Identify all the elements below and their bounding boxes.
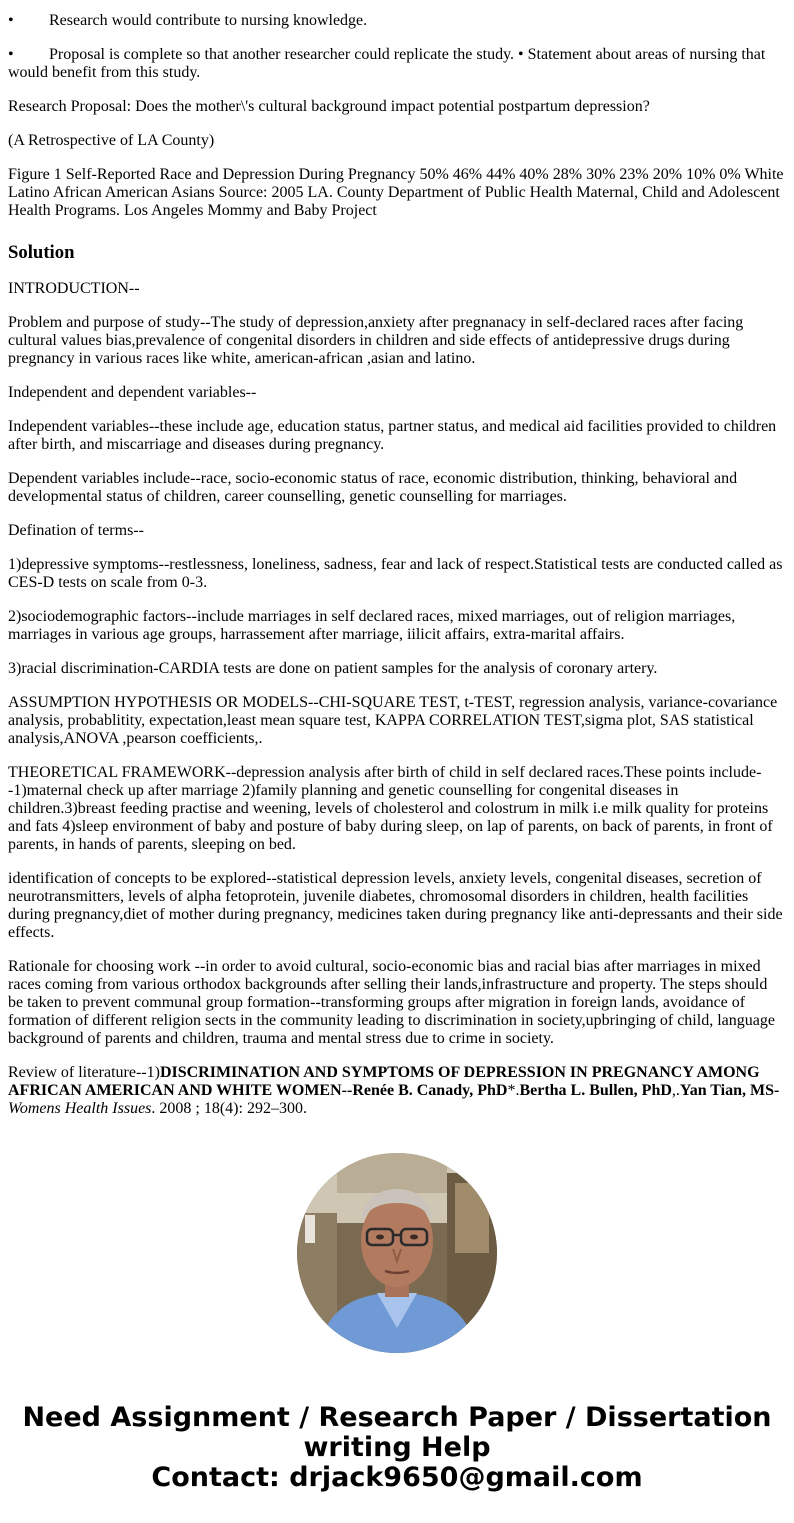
review-journal: Womens Health Issues [8, 1100, 152, 1117]
review-author: Yan Tian, MS- [679, 1082, 780, 1099]
bullet-text: Proposal is complete so that another researcher could replicate the study. • Statement about areas of nursing that would benefit from this study. [8, 46, 766, 81]
bullet-symbol: • [8, 46, 14, 63]
paragraph: THEORETICAL FRAMEWORK--depression analysis after birth of child in self declared races.These points include--1)maternal check up after marriage 2)family planning and genetic counselling for congenital diseases in children.3)breast feeding practise and weening, levels of cholesterol and colostrum in milk i.e milk quality for proteins and fats 4)sleep environment of baby and posture of baby during sleep, on lap of parents, on back of parents, in front of parents, in hands of parents, sleeping on bed. [8, 764, 773, 853]
paragraph: Rationale for choosing work --in order to avoid cultural, socio-economic bias and racial bias after marriages in mixed races coming from various orthodox backgrounds after selling their lands,infrastructure and property. The steps should be taken to prevent communal group formation--transforming groups after migration in foreign lands, avoidance of formation of different religion sects in the community leading to discrimination in society,upbringing of child, language background of parents and children, trauma and mental stress due to crime in society. [8, 958, 775, 1047]
review-prefix: Review of literature--1) [8, 1064, 160, 1081]
paragraph: INTRODUCTION-- [8, 280, 140, 297]
paragraph: Problem and purpose of study--The study of depression,anxiety after pregnanacy in self-declared races after facing cultural values bias,prevalence of congenital disorders in children and side effects of antidepressive drugs during pregnancy in various races like white, american-african ,asian and latino. [8, 314, 744, 367]
contact-footer [0, 1403, 794, 1493]
footer-help-line: Need Assignment / Research Paper / Dissertation writing Help [22, 1402, 772, 1463]
bullet-item [8, 46, 786, 82]
paragraph: Independent and dependent variables-- [8, 384, 257, 401]
footer-contact-line: Contact: drjack9650@gmail.com [151, 1462, 643, 1493]
paragraph: 1)depressive symptoms--restlessness, loneliness, sadness, fear and lack of respect.Statistical tests are conducted called as CES-D tests on scale from 0-3. [8, 556, 783, 591]
retrospective-note: (A Retrospective of LA County) [8, 132, 215, 149]
bullet-text: Research would contribute to nursing knowledge. [49, 12, 368, 29]
paragraph: identification of concepts to be explored--statistical depression levels, anxiety levels, congenital diseases, secretion of neurotransmitters, levels of alpha fetoprotein, juvenile diabetes, chromosomal disorders in children, health facilities during pregnancy,diet of mother during pregnancy, medicines taken during pregnancy like anti-depressants and their side effects. [8, 870, 783, 941]
review-separator: ,. [671, 1082, 680, 1099]
review-title: DISCRIMINATION AND SYMPTOMS OF DEPRESSION IN PREGNANCY AMONG AFRICAN AMERICAN AND WHITE WOMEN-- [8, 1064, 760, 1099]
review-citation: . 2008 ; 18(4): 292–300. [151, 1100, 307, 1117]
paragraph: Dependent variables include--race, socio-economic status of race, economic distribution, thinking, behavioral and developmental status of children, career counselling, genetic counselling for marriages. [8, 470, 738, 505]
paragraph: 3)racial discrimination-CARDIA tests are done on patient samples for the analysis of coronary artery. [8, 660, 658, 677]
bullet-symbol: • [8, 12, 14, 29]
author-avatar [297, 1153, 497, 1353]
document-body [8, 12, 786, 1134]
review-author: Renée B. Canady, PhD [352, 1082, 508, 1099]
figure-caption: Figure 1 Self-Reported Race and Depression During Pregnancy 50% 46% 44% 40% 28% 30% 23% 20% 10% 0% White Latino African American Asians Source: 2005 LA. County Department of Public Health Maternal, Child and Adolescent Health Programs. Los Angeles Mommy and Baby Project [8, 166, 784, 219]
paragraph: Independent variables--these include age, education status, partner status, and medical aid facilities provided to children after birth, and miscarriage and diseases during pregnancy. [8, 418, 777, 453]
review-author: Bertha L. Bullen, PhD [519, 1082, 672, 1099]
avatar-portrait-icon [297, 1153, 497, 1353]
paragraph: ASSUMPTION HYPOTHESIS OR MODELS--CHI-SQUARE TEST, t-TEST, regression analysis, variance-covariance analysis, probablitity, expectation,least mean square test, KAPPA CORRELATION TEST,sigma plot, SAS statistical analysis,ANOVA ,pearson coefficients,. [8, 694, 778, 747]
solution-heading: Solution [8, 242, 75, 263]
proposal-title: Research Proposal: Does the mother\'s cultural background impact potential postpartum depression? [8, 98, 650, 115]
paragraph: 2)sociodemographic factors--include marriages in self declared races, mixed marriages, out of religion marriages, marriages in various age groups, harrassement after marriage, iilicit affairs, extra-marital affairs. [8, 608, 736, 643]
review-of-literature [8, 1064, 786, 1118]
review-separator: *. [507, 1082, 520, 1099]
bullet-item [8, 12, 786, 30]
paragraph: Defination of terms-- [8, 522, 144, 539]
